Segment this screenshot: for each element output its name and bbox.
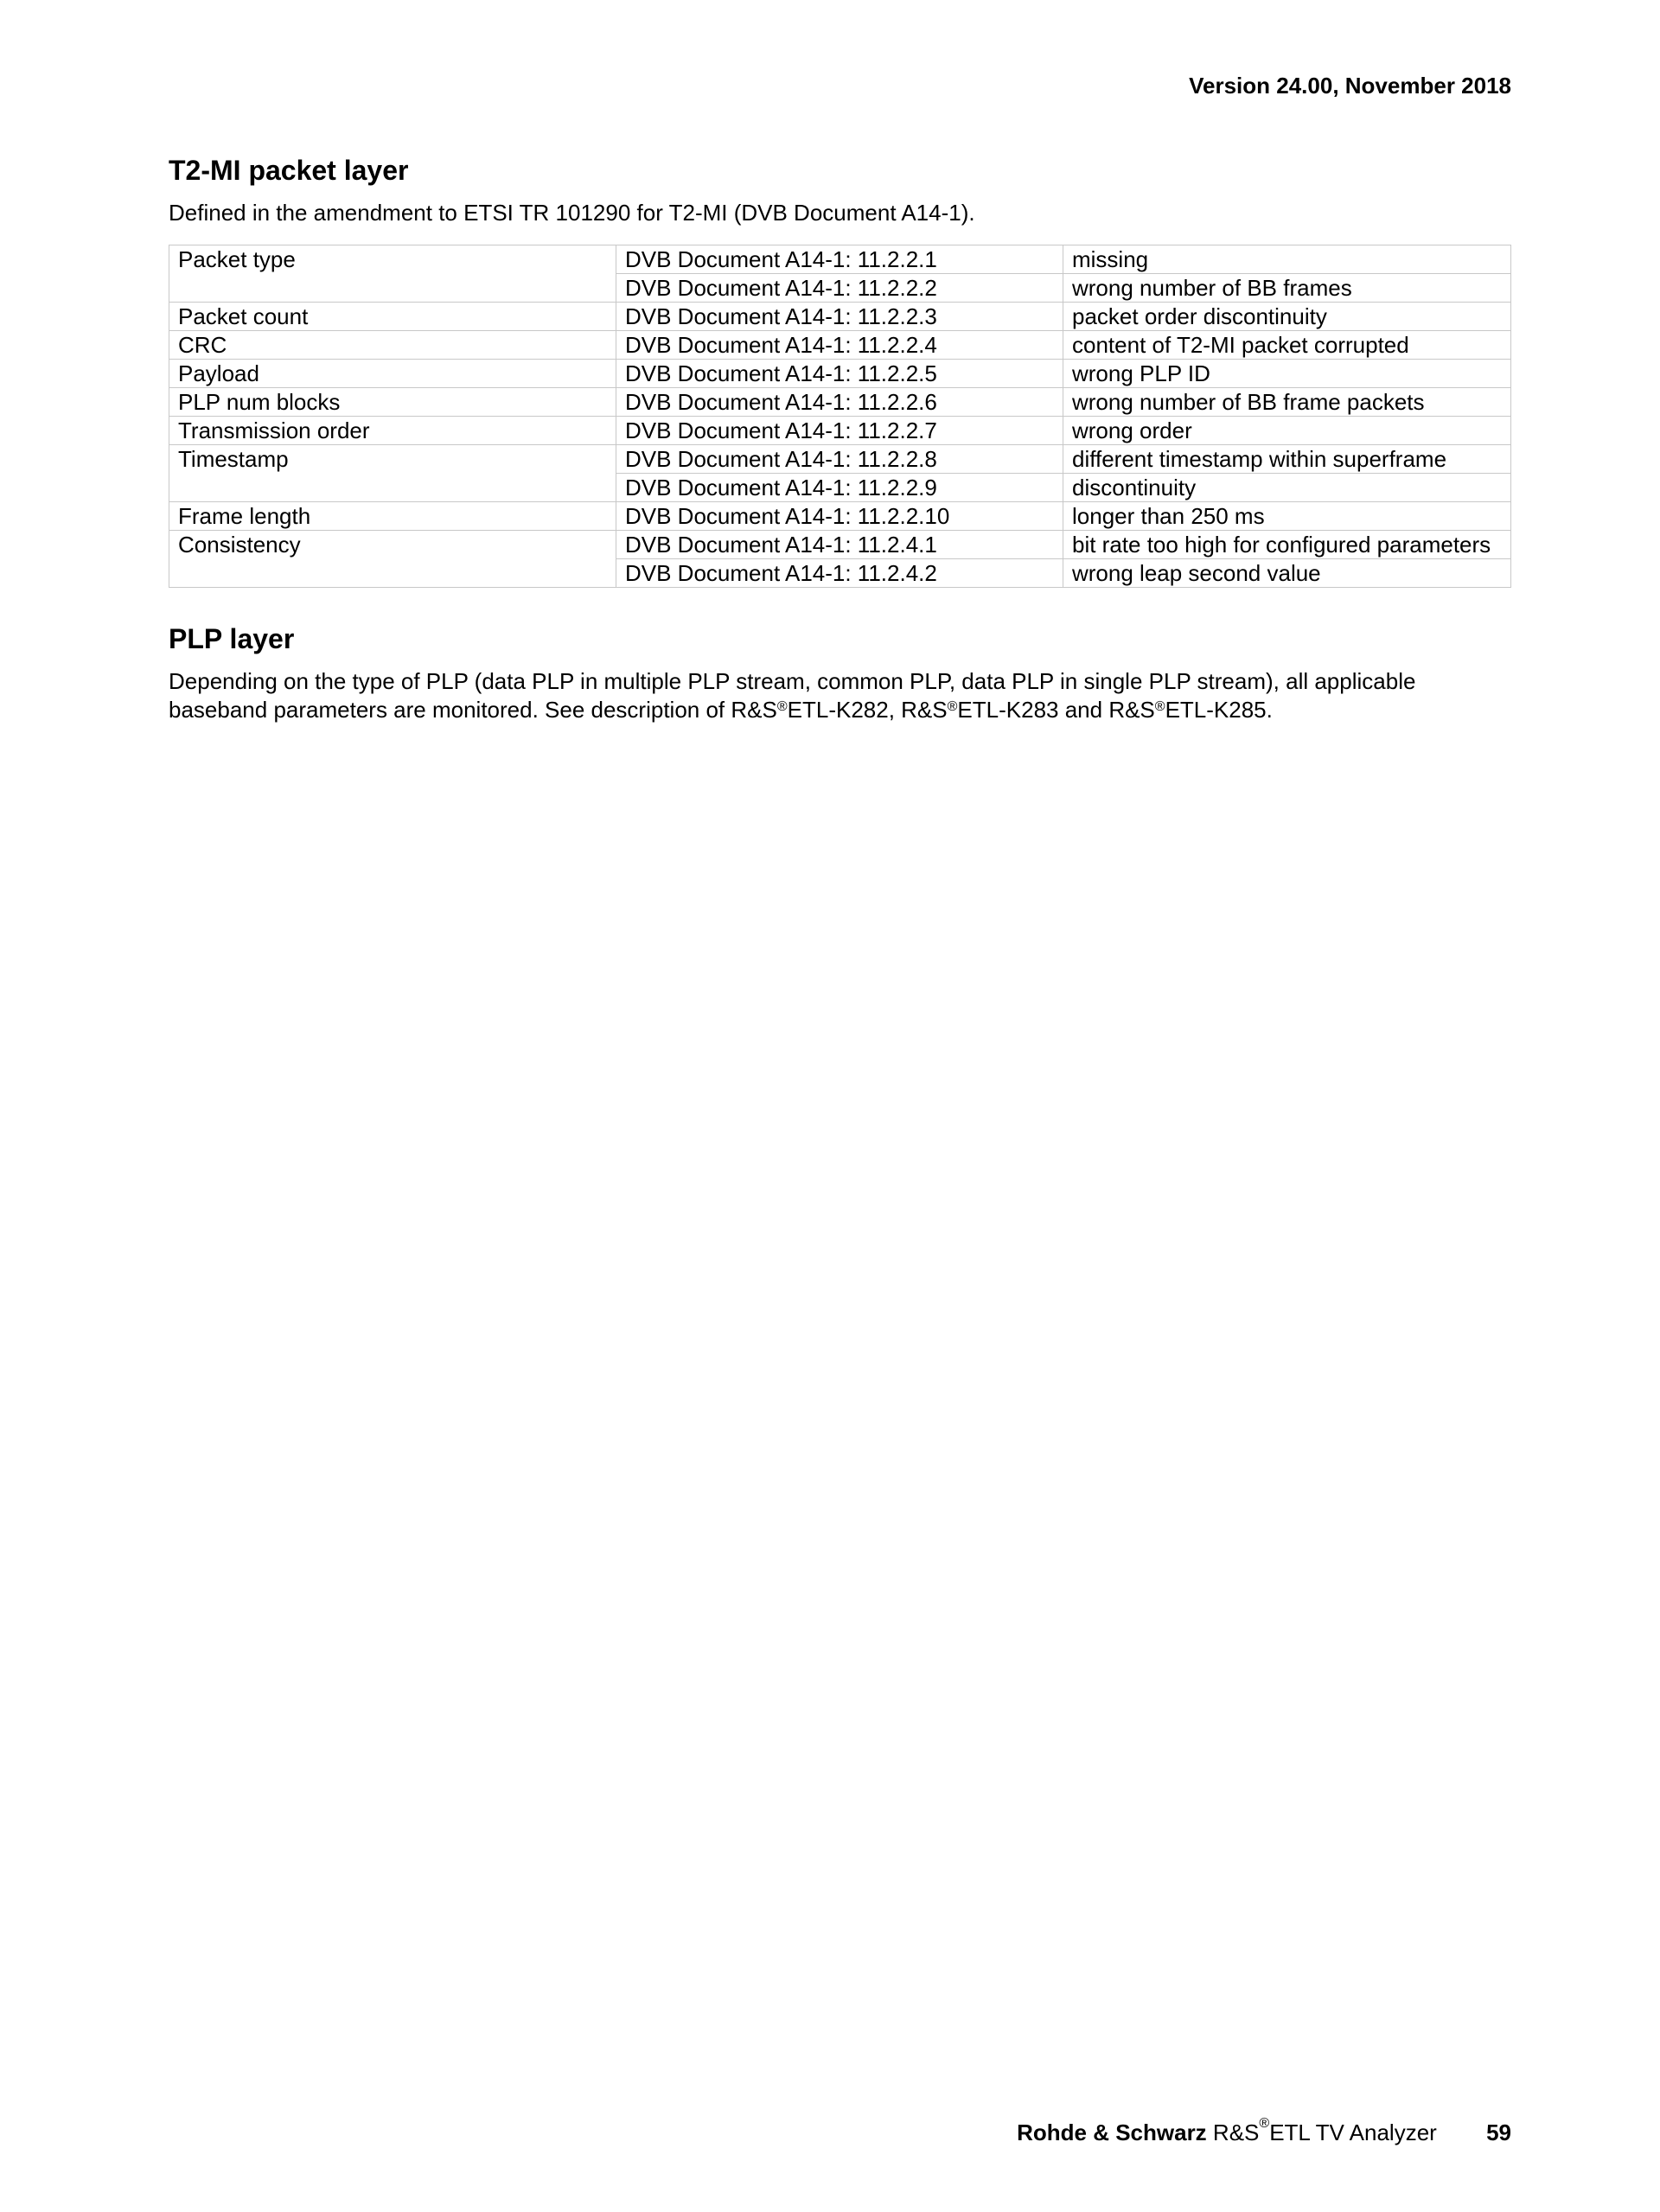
reference-cell: DVB Document A14-1: 11.2.2.8 [616,445,1063,474]
description-cell: wrong leap second value [1063,559,1511,588]
reference-cell: DVB Document A14-1: 11.2.2.10 [616,502,1063,531]
plp-body-line2-b: ETL-K282, R&S [787,697,948,723]
table-row [169,559,1511,588]
param-cell: CRC [169,331,616,360]
param-cell [169,474,616,502]
description-cell: bit rate too high for configured parameters [1063,531,1511,559]
table-row [169,502,1511,531]
reference-cell: DVB Document A14-1: 11.2.2.9 [616,474,1063,502]
plp-body-line2-c: ETL-K283 and R&S [957,697,1155,723]
table-row [169,245,1511,274]
plp-body-line2-a: baseband parameters are monitored. See description of R&S [169,697,777,723]
registered-mark: ® [947,699,958,714]
reference-cell: DVB Document A14-1: 11.2.2.6 [616,388,1063,417]
page-header-version: Version 24.00, November 2018 [1189,73,1511,99]
table-row [169,303,1511,331]
registered-mark: ® [1259,2116,1270,2131]
t2mi-parameter-table [169,245,1511,588]
main-content [169,149,1511,724]
table-row [169,474,1511,502]
description-cell: wrong order [1063,417,1511,445]
footer-brand: Rohde & Schwarz [1017,2120,1207,2145]
reference-cell: DVB Document A14-1: 11.2.4.1 [616,531,1063,559]
param-cell: PLP num blocks [169,388,616,417]
section-title-t2mi: T2-MI packet layer [169,155,409,186]
param-cell: Timestamp [169,445,616,474]
t2mi-table-body [169,245,1511,588]
param-cell [169,559,616,588]
plp-body-text [169,667,1511,724]
reference-cell: DVB Document A14-1: 11.2.2.2 [616,274,1063,303]
footer-product-b: ETL TV Analyzer [1269,2120,1437,2145]
description-cell: content of T2-MI packet corrupted [1063,331,1511,360]
plp-section [169,617,1511,724]
description-cell: discontinuity [1063,474,1511,502]
table-row [169,274,1511,303]
plp-body-line1: Depending on the type of PLP (data PLP in multiple PLP stream, common PLP, data PLP in single PLP stream), all applicable [169,668,1416,694]
reference-cell: DVB Document A14-1: 11.2.2.5 [616,360,1063,388]
description-cell: wrong number of BB frames [1063,274,1511,303]
table-row [169,388,1511,417]
description-cell: wrong number of BB frame packets [1063,388,1511,417]
param-cell: Payload [169,360,616,388]
description-cell: packet order discontinuity [1063,303,1511,331]
param-cell: Transmission order [169,417,616,445]
table-row [169,531,1511,559]
page-footer [1017,2116,1511,2146]
table-row [169,417,1511,445]
registered-mark: ® [776,699,788,714]
footer-product-a: R&S [1212,2120,1260,2145]
table-row [169,331,1511,360]
description-cell: longer than 250 ms [1063,502,1511,531]
description-cell: wrong PLP ID [1063,360,1511,388]
reference-cell: DVB Document A14-1: 11.2.2.1 [616,245,1063,274]
reference-cell: DVB Document A14-1: 11.2.2.7 [616,417,1063,445]
description-cell: different timestamp within superframe [1063,445,1511,474]
reference-cell: DVB Document A14-1: 11.2.2.4 [616,331,1063,360]
reference-cell: DVB Document A14-1: 11.2.2.3 [616,303,1063,331]
param-cell: Packet type [169,245,616,274]
table-row [169,360,1511,388]
param-cell: Consistency [169,531,616,559]
section-title-plp: PLP layer [169,623,295,654]
table-row [169,445,1511,474]
param-cell: Packet count [169,303,616,331]
page-number: 59 [1486,2120,1511,2145]
reference-cell: DVB Document A14-1: 11.2.4.2 [616,559,1063,588]
description-cell: missing [1063,245,1511,274]
param-cell: Frame length [169,502,616,531]
plp-body-line2-d: ETL-K285. [1165,697,1273,723]
param-cell [169,274,616,303]
section-intro-t2mi: Defined in the amendment to ETSI TR 101290 for T2-MI (DVB Document A14-1). [169,200,975,226]
registered-mark: ® [1154,699,1165,714]
